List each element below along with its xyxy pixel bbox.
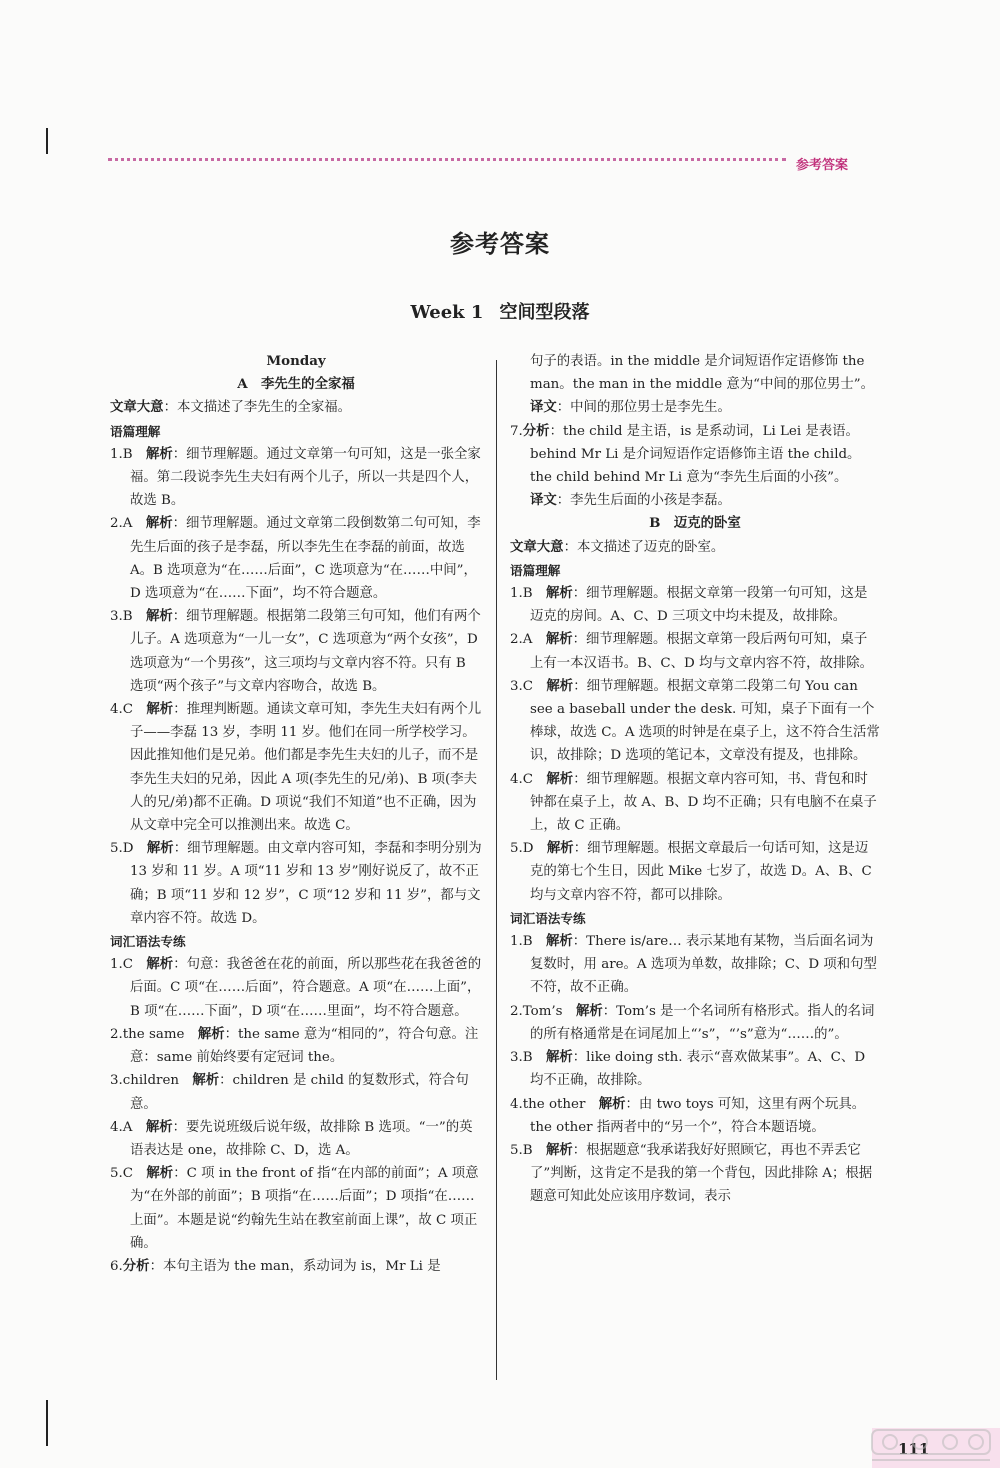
answer-item: 1.B 解析：细节理解题。根据文章第一段第一句可知，这是迈克的房间。A、C、D 三项文中均未提及，故排除。 (510, 585, 868, 625)
answer-item: 3.B 解析：细节理解题。根据第二段第三句可知，他们有两个儿子。A 选项意为“一儿一女”，C 选项意为“两个女孩”，D 选项意为“一个男孩”，这三项均与文章内容不符。只有 B 选项“两个孩子”与文章内容吻合，故选 B。 (110, 608, 481, 694)
scan-edge-mark (46, 128, 48, 154)
answer-item: 2.the same 解析：the same 意为“相同的”，符合句意。注意：same 前始终要有定冠词 the。 (110, 1025, 479, 1066)
answer-item: 3.children 解析：children 是 child 的复数形式，符合句意。 (110, 1072, 469, 1112)
answer-item: 5.C 解析：C 项 in the front of 指“在内部的前面”；A 项意为“在外部的前面”；B 项指“在……后面”；D 项指“在……上面”。本题是说“约翰先生站在教室前面上课”，故 C 项正确。 (110, 1165, 479, 1251)
day-heading: Monday (266, 353, 326, 369)
vocab-label: 词汇语法专练 (510, 910, 586, 926)
week-name: 空间型段落 (499, 302, 590, 323)
answer-item: 2.A 解析：细节理解题。根据文章第一段后两句可知，桌子上有一本汉语书。B、C、D 均与文章内容不符，故排除。 (510, 631, 874, 671)
answer-item: 5.B 解析：根据题意“我承诺我好好照顾它，再也不弄丢它了”判断，这肯定不是我的第一个背包，因此排除 A；根据题意可知此处应该用序数词，表示 (510, 1141, 873, 1205)
answer-item: 4.C 解析：推理判断题。通读文章可知，李先生夫妇有两个儿子——李磊 13 岁，李明 11 岁。他们在同一所学校学习。因此推知他们是兄弟。他们都是李先生夫妇的儿子，而不是李先生夫妇的兄弟，因此 A 项(李先生的兄/弟)、B 项(李夫人的兄/弟)都不正确。D 项说“我们不知道”也不正确，因为从文章中完全可以推测出来。故选 C。 (110, 701, 482, 834)
answer-continuation: 句子的表语。in the middle 是介词短语作定语修饰 the man。the man in the middle 意为“中间的那位男士”。 (530, 354, 874, 393)
vocab-label: 词汇语法专练 (110, 934, 186, 950)
answer-item: 4.C 解析：细节理解题。根据文章内容可知，书、背包和时钟都在桌子上，故 A、B、D 均不正确；只有电脑不在桌子上，故 C 正确。 (510, 770, 877, 834)
answer-item: 4.the other 解析：由 two toys 可知，这里有两个玩具。the other 指两者中的“另一个”，符合本题语境。 (510, 1095, 866, 1135)
left-column (110, 350, 482, 1278)
column-divider (496, 360, 497, 1380)
answer-item: 7.分析：the child 是主语，is 是系动词，Li Lei 是表语。behind Mr Li 是介词短语作定语修饰主语 the child。the child behind Mr Li 意为“李先生后面的小孩”。 (510, 422, 861, 486)
reading-label: 语篇理解 (510, 562, 561, 578)
answer-item: 3.B 解析：like doing sth. 表示“喜欢做某事”。A、C、D 均不正确，故排除。 (510, 1049, 866, 1089)
header-dotted-rule (108, 158, 786, 161)
article-summary: 文章大意：本文描述了迈克的卧室。 (510, 538, 725, 555)
answer-item: 1.B 解析：细节理解题。通过文章第一句可知，这是一张全家福。第二段说李先生夫妇有两个儿子，所以一共是四个人，故选 B。 (110, 445, 481, 509)
answer-item: 1.B 解析：There is/are… 表示某地有某物，当后面名词为复数时，用 are。A 选项为单数，故排除；C、D 项和句型不符，故不正确。 (510, 933, 877, 996)
scan-edge-mark (46, 1400, 48, 1446)
answer-item: 3.C 解析：细节理解题。根据文章第二段第二句 You can see a baseball under the desk. 可知，桌子下面有一个棒球，故选 C。A 选项的时钟是在桌子上，这不符合生活常识，故排除；D 选项的笔记本，文章没有提及，也排除。 (510, 677, 880, 764)
week-heading (0, 298, 1000, 324)
reading-label: 语篇理解 (110, 423, 161, 439)
translation-line: 译文：中间的那位男士是李先生。 (530, 399, 731, 416)
answer-item: 1.C 解析：句意：我爸爸在花的前面，所以那些花在我爸爸的后面。C 项“在……后面”，符合题意。A 项“在……上面”，B 项“在……下面”，D 项“在……里面”，均不符合题意。 (110, 956, 482, 1019)
section-b-title: B 迈克的卧室 (649, 515, 741, 532)
answer-item: 6.分析：本句主语为 the man，系动词为 is，Mr Li 是 (110, 1257, 441, 1274)
answer-item: 5.D 解析：细节理解题。由文章内容可知，李磊和李明分别为 13 岁和 11 岁。A 项“11 岁和 13 岁”刚好说反了，故不正确；B 项“11 岁和 12 岁”，C 项“12 岁和 11 岁”，都与文章内容不符。故选 D。 (110, 840, 482, 926)
translation-line: 译文：李先生后面的小孩是李磊。 (530, 492, 731, 509)
week-label: Week 1 (410, 302, 484, 323)
section-a-title: A 李先生的全家福 (237, 376, 355, 393)
answer-item: 2.A 解析：细节理解题。通过文章第二段倒数第二句可知，李先生后面的孩子是李磊，所以李先生在李磊的前面，故选 A。B 选项意为“在……后面”，C 选项意为“在……中间”，D 选项意为“在……下面”，均不符合题意。 (110, 515, 481, 602)
page-number: 111 (898, 1440, 930, 1458)
article-summary: 文章大意：本文描述了李先生的全家福。 (110, 399, 352, 416)
watermark-logo (820, 1426, 996, 1466)
answer-item: 5.D 解析：细节理解题。根据文章最后一句话可知，这是迈克的第七个生日，因此 Mike 七岁了，故选 D。A、B、C 均与文章内容不符，都可以排除。 (510, 840, 872, 903)
answer-item: 4.A 解析：要先说班级后说年级，故排除 B 选项。“一”的英语表达是 one，故排除 C、D，选 A。 (110, 1118, 473, 1158)
answer-item: 2.Tom’s 解析：Tom’s 是一个名词所有格形式。指人的名词的所有格通常是在词尾加上“’s”，“’s”意为“……的”。 (510, 1002, 875, 1042)
right-column (510, 350, 880, 1209)
page-title: 参考答案 (450, 230, 550, 258)
running-header: 参考答案 (796, 158, 849, 173)
